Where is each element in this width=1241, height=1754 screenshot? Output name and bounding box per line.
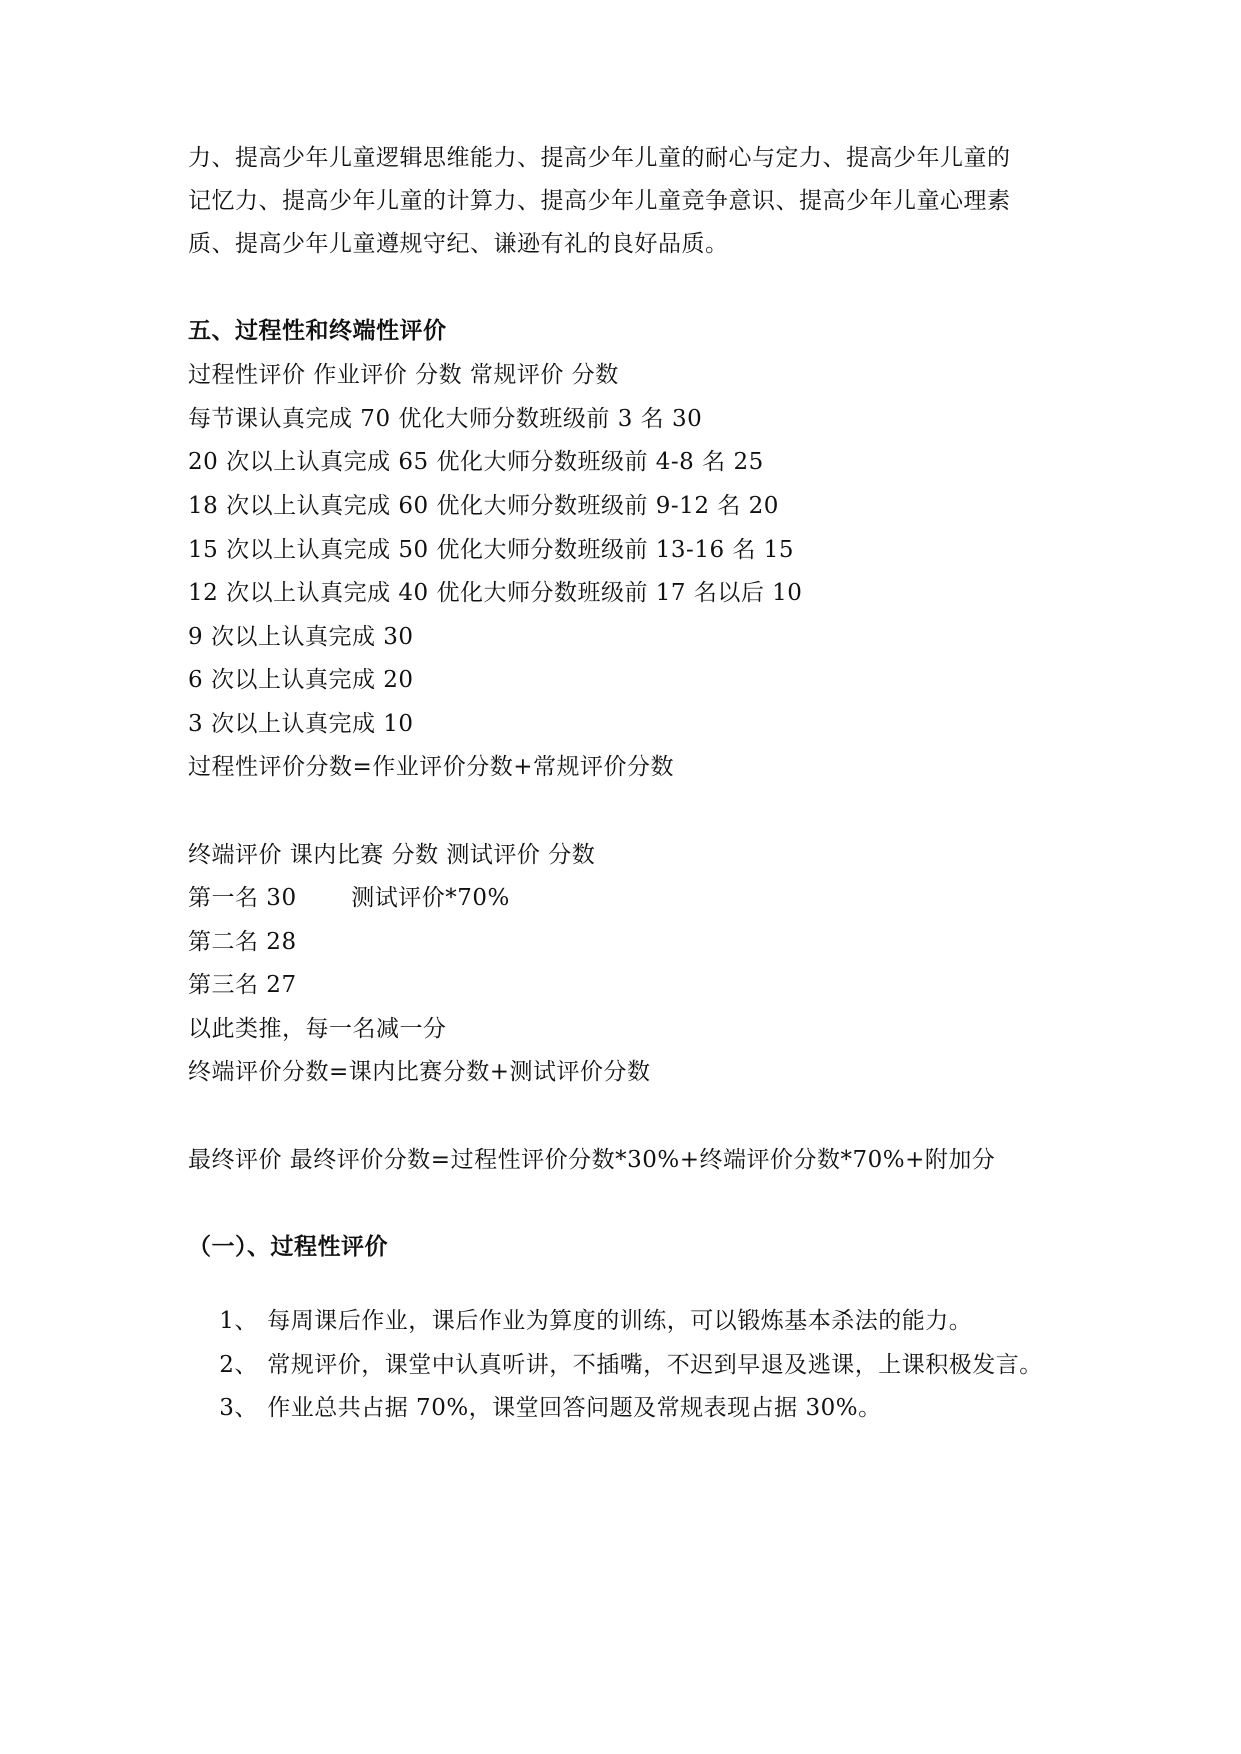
subsection-heading: （一）、过程性评价 <box>188 1234 388 1260</box>
process-line: 12 次以上认真完成 40 优化大师分数班级前 17 名以后 10 <box>188 580 803 606</box>
intro-line: 力、提高少年儿童逻辑思维能力、提高少年儿童的耐心与定力、提高少年儿童的 <box>188 145 1011 171</box>
list-item-number: 1、 <box>219 1308 258 1334</box>
intro-line: 质、提高少年儿童遵规守纪、谦逊有礼的良好品质。 <box>188 231 729 257</box>
list-item-number: 3、 <box>219 1395 258 1421</box>
final-formula: 最终评价 最终评价分数=过程性评价分数*30%+终端评价分数*70%+附加分 <box>188 1147 996 1173</box>
terminal-formula: 终端评价分数=课内比赛分数+测试评价分数 <box>188 1059 651 1085</box>
terminal-line: 第一名 30 测试评价*70% <box>188 885 510 911</box>
process-line: 9 次以上认真完成 30 <box>188 624 414 650</box>
process-line: 每节课认真完成 70 优化大师分数班级前 3 名 30 <box>188 406 703 432</box>
list-item <box>188 1363 882 1453</box>
list-item-number: 2、 <box>219 1352 258 1378</box>
intro-line: 记忆力、提高少年儿童的计算力、提高少年儿童竞争意识、提高少年儿童心理素 <box>188 188 1011 214</box>
process-line: 过程性评价 作业评价 分数 常规评价 分数 <box>188 362 619 388</box>
process-line: 3 次以上认真完成 10 <box>188 711 414 737</box>
list-item-text: 每周课后作业，课后作业为算度的训练，可以锻炼基本杀法的能力。 <box>267 1308 973 1334</box>
list-item-text: 常规评价，课堂中认真听讲，不插嘴，不迟到早退及逃课，上课积极发言。 <box>267 1352 1043 1378</box>
terminal-line: 第二名 28 <box>188 929 297 955</box>
list-item-text: 作业总共占据 70%，课堂回答问题及常规表现占据 30%。 <box>267 1395 882 1421</box>
terminal-line: 以此类推，每一名减一分 <box>188 1016 447 1042</box>
process-line: 20 次以上认真完成 65 优化大师分数班级前 4-8 名 25 <box>188 449 764 475</box>
process-line: 15 次以上认真完成 50 优化大师分数班级前 13-16 名 15 <box>188 537 794 563</box>
process-line: 6 次以上认真完成 20 <box>188 667 414 693</box>
terminal-line: 终端评价 课内比赛 分数 测试评价 分数 <box>188 842 596 868</box>
process-line: 18 次以上认真完成 60 优化大师分数班级前 9-12 名 20 <box>188 493 779 519</box>
process-formula: 过程性评价分数=作业评价分数+常规评价分数 <box>188 754 675 780</box>
section-heading: 五、过程性和终端性评价 <box>188 318 447 344</box>
terminal-line: 第三名 27 <box>188 972 297 998</box>
